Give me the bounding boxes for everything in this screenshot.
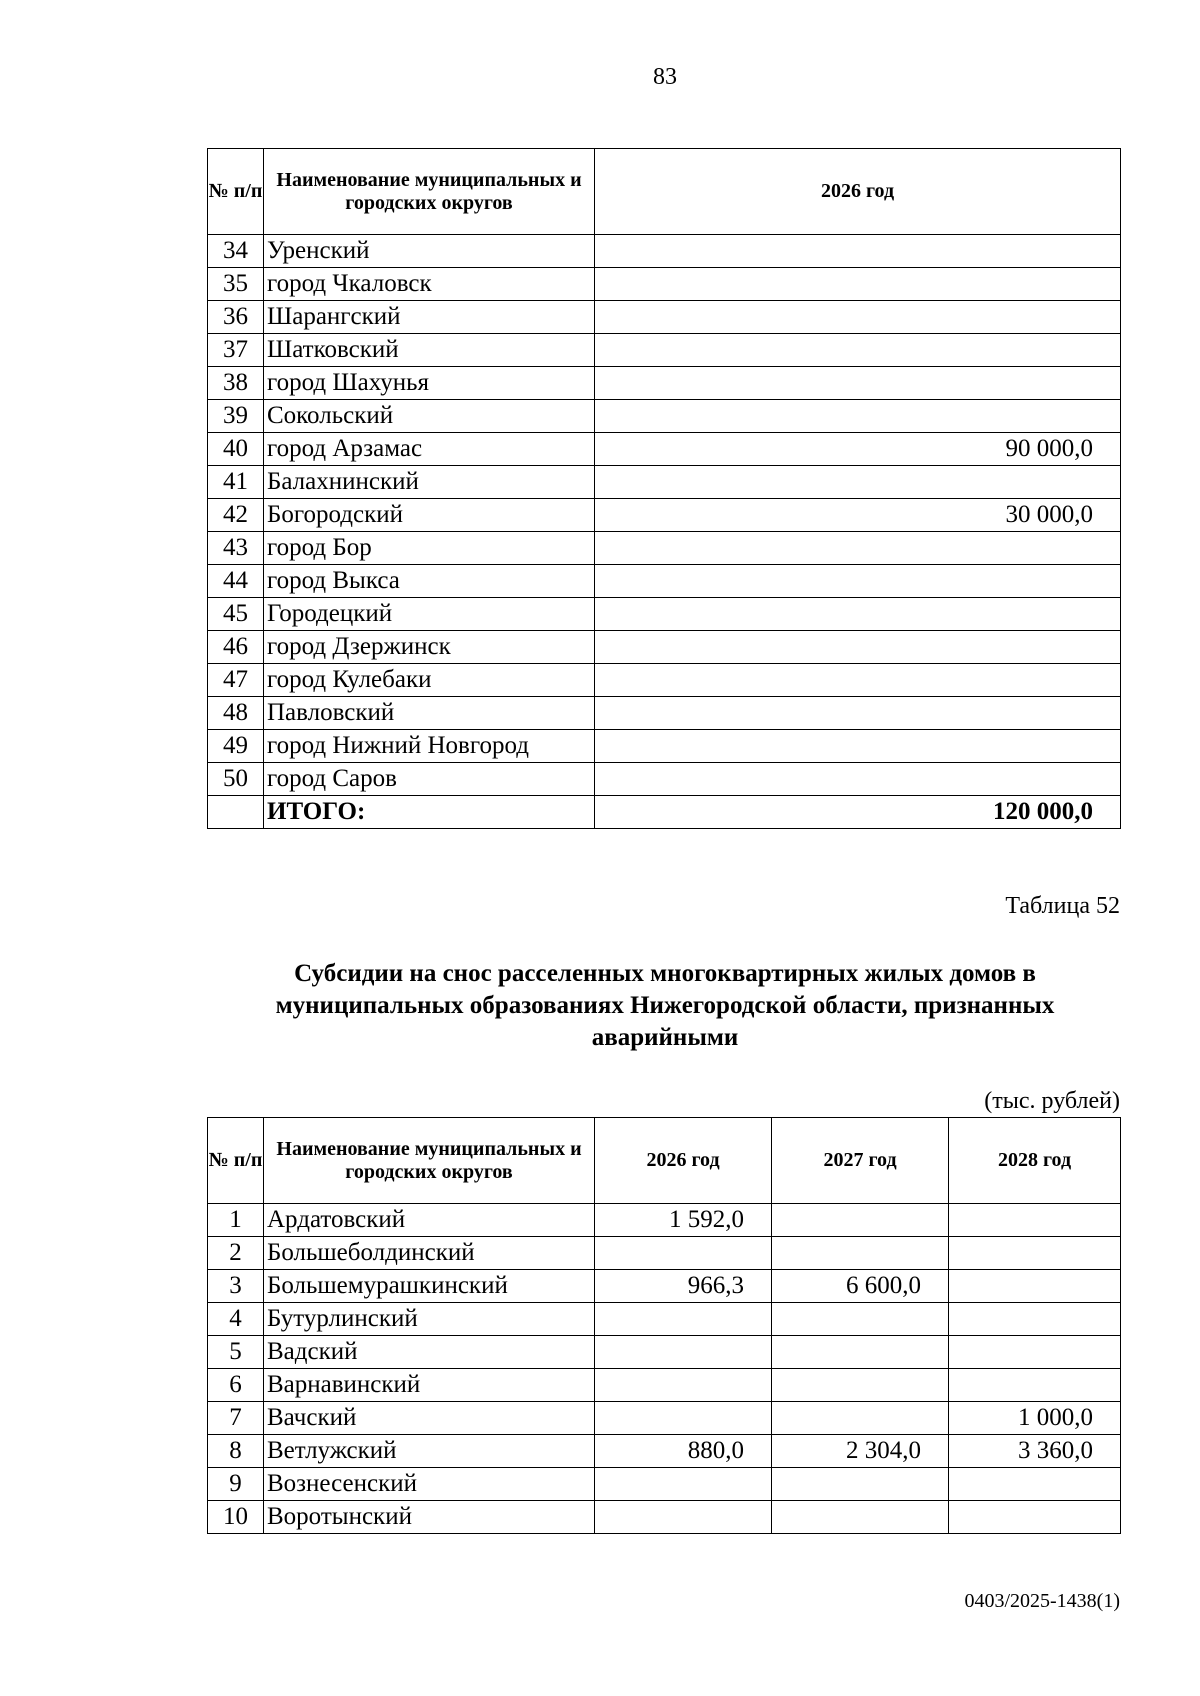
value-2026 xyxy=(595,1402,772,1435)
district-name: Шарангский xyxy=(264,301,595,334)
row-number: 46 xyxy=(208,631,264,664)
value-2027: 2 304,0 xyxy=(772,1435,949,1468)
row-number: 1 xyxy=(208,1204,264,1237)
table-row xyxy=(208,697,1121,730)
table-row xyxy=(208,334,1121,367)
table-row xyxy=(208,268,1121,301)
header-name: Наименование муниципальных и городских округов xyxy=(264,149,595,235)
table-row xyxy=(208,400,1121,433)
value-2026 xyxy=(595,697,1121,730)
value-2026 xyxy=(595,631,1121,664)
row-number: 41 xyxy=(208,466,264,499)
row-number: 38 xyxy=(208,367,264,400)
table-row xyxy=(208,1435,1121,1468)
value-2026 xyxy=(595,235,1121,268)
district-name: Большеболдинский xyxy=(264,1237,595,1270)
district-name: Ардатовский xyxy=(264,1204,595,1237)
row-number: 50 xyxy=(208,763,264,796)
district-name: Бутурлинский xyxy=(264,1303,595,1336)
row-number: 2 xyxy=(208,1237,264,1270)
district-name: город Чкаловск xyxy=(264,268,595,301)
value-2026 xyxy=(595,730,1121,763)
table-row xyxy=(208,499,1121,532)
table-row xyxy=(208,1369,1121,1402)
row-number: 4 xyxy=(208,1303,264,1336)
district-name: город Выкса xyxy=(264,565,595,598)
row-number: 7 xyxy=(208,1402,264,1435)
row-number: 35 xyxy=(208,268,264,301)
table-row xyxy=(208,631,1121,664)
table-row xyxy=(208,532,1121,565)
value-2027: 6 600,0 xyxy=(772,1270,949,1303)
value-2027 xyxy=(772,1402,949,1435)
district-name: город Арзамас xyxy=(264,433,595,466)
district-name: Вознесенский xyxy=(264,1468,595,1501)
table-continuation xyxy=(207,148,1121,829)
table-row xyxy=(208,1237,1121,1270)
total-row xyxy=(208,796,1121,829)
total-value-2026: 120 000,0 xyxy=(595,796,1121,829)
table-row xyxy=(208,235,1121,268)
value-2028 xyxy=(949,1270,1121,1303)
row-number: 8 xyxy=(208,1435,264,1468)
value-2026 xyxy=(595,565,1121,598)
value-2027 xyxy=(772,1204,949,1237)
value-2026 xyxy=(595,1336,772,1369)
row-number: 9 xyxy=(208,1468,264,1501)
document-code: 0403/2025-1438(1) xyxy=(964,1590,1120,1612)
row-number: 3 xyxy=(208,1270,264,1303)
value-2026 xyxy=(595,400,1121,433)
table-52 xyxy=(207,1117,1121,1534)
value-2026 xyxy=(595,1237,772,1270)
district-name: Воротынский xyxy=(264,1501,595,1534)
row-number: 37 xyxy=(208,334,264,367)
district-name: Городецкий xyxy=(264,598,595,631)
value-2026: 966,3 xyxy=(595,1270,772,1303)
value-2026 xyxy=(595,664,1121,697)
table-row xyxy=(208,1336,1121,1369)
row-number: 6 xyxy=(208,1369,264,1402)
value-2026 xyxy=(595,334,1121,367)
value-2028 xyxy=(949,1237,1121,1270)
row-number: 49 xyxy=(208,730,264,763)
value-2026 xyxy=(595,301,1121,334)
units-label: (тыс. рублей) xyxy=(984,1088,1120,1114)
value-2027 xyxy=(772,1468,949,1501)
value-2027 xyxy=(772,1369,949,1402)
table-row xyxy=(208,565,1121,598)
table-row xyxy=(208,1501,1121,1534)
total-empty-cell xyxy=(208,796,264,829)
table-row xyxy=(208,301,1121,334)
district-name: Сокольский xyxy=(264,400,595,433)
total-label: ИТОГО: xyxy=(264,796,595,829)
value-2026 xyxy=(595,1369,772,1402)
table-row xyxy=(208,1204,1121,1237)
row-number: 34 xyxy=(208,235,264,268)
table-row xyxy=(208,664,1121,697)
value-2028 xyxy=(949,1204,1121,1237)
district-name: Балахнинский xyxy=(264,466,595,499)
value-2028: 3 360,0 xyxy=(949,1435,1121,1468)
table-row xyxy=(208,466,1121,499)
table-row xyxy=(208,433,1121,466)
row-number: 44 xyxy=(208,565,264,598)
header-name: Наименование муниципальных и городских округов xyxy=(264,1118,595,1204)
header-2026: 2026 год xyxy=(595,1118,772,1204)
row-number: 47 xyxy=(208,664,264,697)
table-row xyxy=(208,1402,1121,1435)
value-2027 xyxy=(772,1336,949,1369)
header-2026: 2026 год xyxy=(595,149,1121,235)
header-num: № п/п xyxy=(208,149,264,235)
value-2028 xyxy=(949,1501,1121,1534)
row-number: 40 xyxy=(208,433,264,466)
value-2026: 30 000,0 xyxy=(595,499,1121,532)
value-2028 xyxy=(949,1369,1121,1402)
district-name: Шатковский xyxy=(264,334,595,367)
value-2026 xyxy=(595,268,1121,301)
table-header-row xyxy=(208,149,1121,235)
value-2026 xyxy=(595,466,1121,499)
value-2026 xyxy=(595,1501,772,1534)
value-2026 xyxy=(595,367,1121,400)
value-2026 xyxy=(595,598,1121,631)
district-name: город Дзержинск xyxy=(264,631,595,664)
district-name: Вадский xyxy=(264,1336,595,1369)
district-name: Большемурашкинский xyxy=(264,1270,595,1303)
district-name: город Нижний Новгород xyxy=(264,730,595,763)
table-header-row xyxy=(208,1118,1121,1204)
row-number: 5 xyxy=(208,1336,264,1369)
table-row xyxy=(208,1468,1121,1501)
district-name: город Саров xyxy=(264,763,595,796)
value-2026 xyxy=(595,532,1121,565)
table-number-label: Таблица 52 xyxy=(1005,893,1120,919)
table-title: Субсидии на снос расселенных многоквартирных жилых домов в муниципальных образованиях Нижегородской области, признанных аварийными xyxy=(275,960,1055,1051)
value-2026 xyxy=(595,1468,772,1501)
value-2027 xyxy=(772,1303,949,1336)
value-2026: 1 592,0 xyxy=(595,1204,772,1237)
district-name: Богородский xyxy=(264,499,595,532)
value-2026 xyxy=(595,763,1121,796)
value-2026: 880,0 xyxy=(595,1435,772,1468)
table-row xyxy=(208,1270,1121,1303)
row-number: 45 xyxy=(208,598,264,631)
table-row xyxy=(208,763,1121,796)
district-name: Павловский xyxy=(264,697,595,730)
district-name: Уренский xyxy=(264,235,595,268)
district-name: город Кулебаки xyxy=(264,664,595,697)
row-number: 43 xyxy=(208,532,264,565)
row-number: 10 xyxy=(208,1501,264,1534)
district-name: город Шахунья xyxy=(264,367,595,400)
value-2027 xyxy=(772,1237,949,1270)
value-2028 xyxy=(949,1303,1121,1336)
value-2028 xyxy=(949,1468,1121,1501)
value-2027 xyxy=(772,1501,949,1534)
district-name: Ветлужский xyxy=(264,1435,595,1468)
district-name: Варнавинский xyxy=(264,1369,595,1402)
header-num: № п/п xyxy=(208,1118,264,1204)
table-row xyxy=(208,367,1121,400)
row-number: 48 xyxy=(208,697,264,730)
row-number: 42 xyxy=(208,499,264,532)
value-2026: 90 000,0 xyxy=(595,433,1121,466)
district-name: Вачский xyxy=(264,1402,595,1435)
page-number: 83 xyxy=(653,64,677,90)
value-2026 xyxy=(595,1303,772,1336)
table-row xyxy=(208,730,1121,763)
row-number: 39 xyxy=(208,400,264,433)
value-2028 xyxy=(949,1336,1121,1369)
table-row xyxy=(208,1303,1121,1336)
header-2028: 2028 год xyxy=(949,1118,1121,1204)
value-2028: 1 000,0 xyxy=(949,1402,1121,1435)
row-number: 36 xyxy=(208,301,264,334)
table-row xyxy=(208,598,1121,631)
district-name: город Бор xyxy=(264,532,595,565)
header-2027: 2027 год xyxy=(772,1118,949,1204)
